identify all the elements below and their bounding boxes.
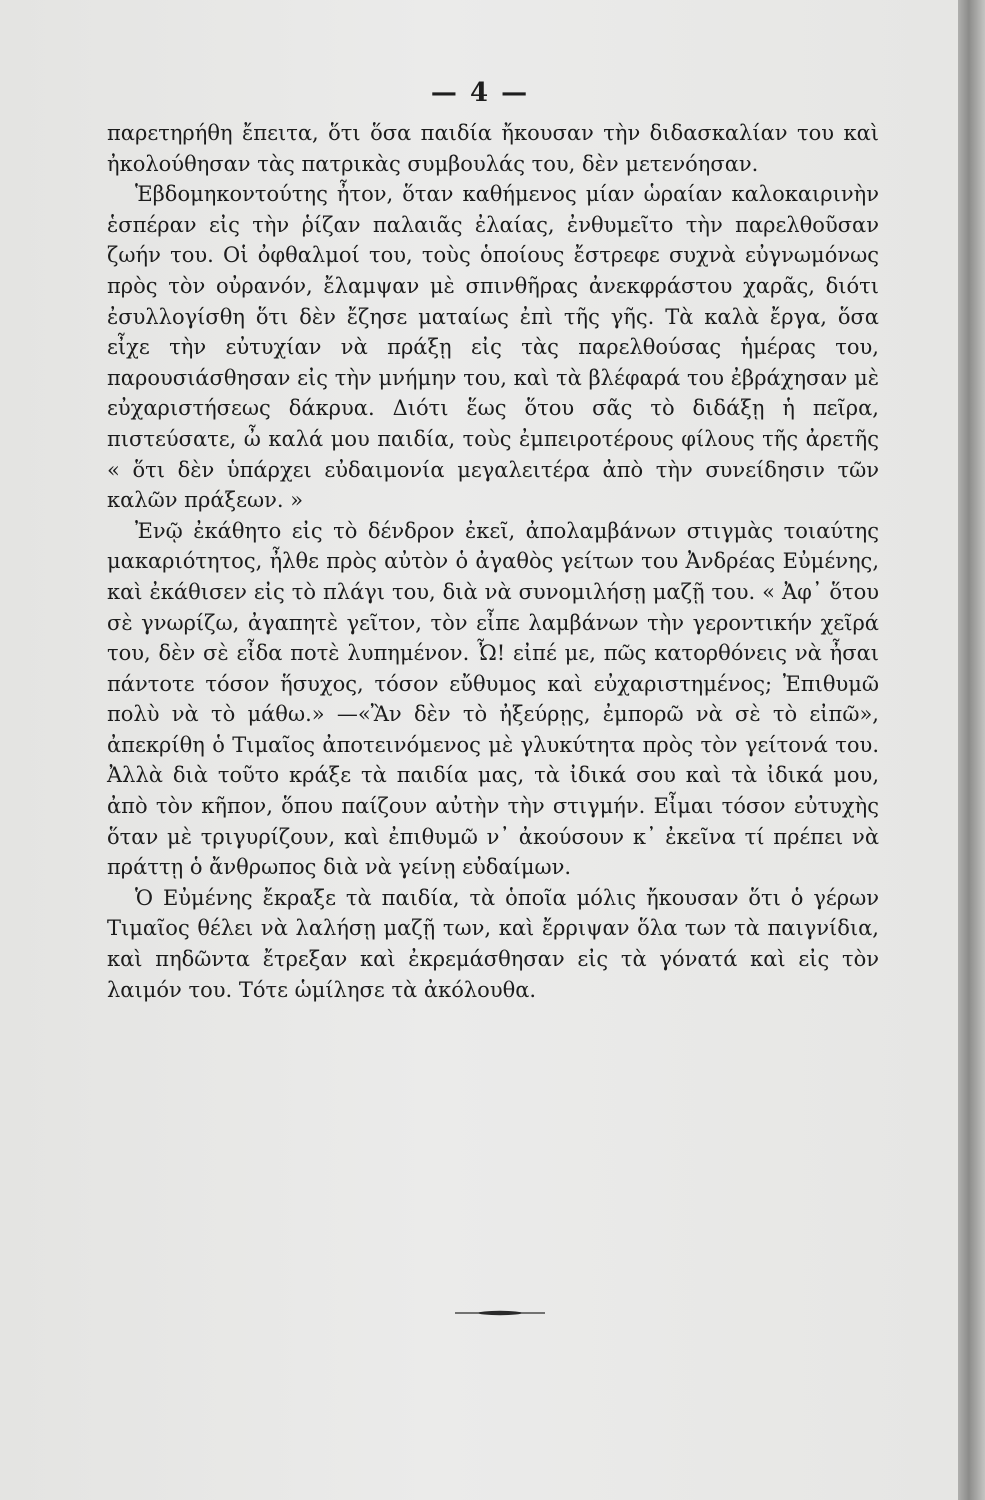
page-body [107, 118, 879, 1005]
paragraph-3: Ἐνῷ ἐκάθητο εἰς τὸ δένδρον ἐκεῖ, ἀπολαμβάνων στιγμὰς τοιαύτης μακαριότητος, ἦλθε πρὸς αὐτὸν ὁ ἀγαθὸς γείτων του Ἀνδρέας Εὐμένης, καὶ ἐκάθισεν εἰς τὸ πλάγι του, διὰ νὰ συνομιλήσῃ μαζῇ του. « Ἀφ᾿ ὅτου σὲ γνωρίζω, ἀγαπητὲ γεῖτον, τὸν εἶπε λαμβάνων τὴν γεροντικήν χεῖρά του, δὲν σὲ εἶδα ποτὲ λυπημένον. Ὦ! εἰπέ με, πῶς κατορθόνεις νὰ ἦσαι πάντοτε τόσον ἥσυχος, τόσον εὔθυμος καὶ εὐχαριστημένος; Ἐπιθυμῶ πολὺ νὰ τὸ μάθω.» —«Ἂν δὲν τὸ ἠξεύρῃς, ἐμπορῶ νὰ σὲ τὸ εἰπῶ», ἀπεκρίθη ὁ Τιμαῖος ἀποτεινόμενος μὲ γλυκύτητα πρὸς τὸν γείτονά του. Ἀλλὰ διὰ τοῦτο κράξε τὰ παιδία μας, τὰ ἰδικά σου καὶ τὰ ἰδικά μου, ἀπὸ τὸν κῆπον, ὅπου παίζουν αὐτὴν τὴν στιγμήν. Εἶμαι τόσον εὐτυχὴς ὅταν μὲ τριγυρίζουν, καὶ ἐπιθυμῶ ν᾿ ἀκούσουν κ᾿ ἐκεῖνα τί πρέπει νὰ πράττῃ ὁ ἄνθρωπος διὰ νὰ γείνῃ εὐδαίμων. [107, 518, 879, 880]
paragraph-2: Ἑβδομηκοντούτης ἦτον, ὅταν καθήμενος μίαν ὡραίαν καλοκαιρινὴν ἑσπέραν εἰς τὴν ῥίζαν παλαιᾶς ἐλαίας, ἐνθυμεῖτο τὴν παρελθοῦσαν ζωήν του. Οἱ ὀφθαλμοί του, τοὺς ὁποίους ἔστρεφε συχνὰ εὐγνωμόνως πρὸς τὸν οὐρανόν, ἔλαμψαν μὲ σπινθῆρας ἀνεκφράστου χαρᾶς, διότι ἐσυλλογίσθη ὅτι δὲν ἔζησε ματαίως ἐπὶ τῆς γῆς. Τὰ καλὰ ἔργα, ὅσα εἶχε τὴν εὐτυχίαν νὰ πράξῃ εἰς τὰς παρελθούσας ἡμέρας του, παρουσιάσθησαν εἰς τὴν μνήμην του, καὶ τὰ βλέφαρά του ἐβράχησαν μὲ εὐχαριστήσεως δάκρυα. Διότι ἕως ὅτου σᾶς τὸ διδάξῃ ἡ πεῖρα, πιστεύσατε, ὦ καλά μου παιδία, τοὺς ἐμπειροτέρους φίλους τῆς ἀρετῆς « ὅτι δὲν ὑπάρχει εὐδαιμονία μεγαλειτέρα ἀπὸ τὴν συνείδησιν τῶν καλῶν πράξεων. » [107, 182, 879, 513]
paragraph-1: παρετηρήθη ἔπειτα, ὅτι ὅσα παιδία ἤκουσαν τὴν διδασκαλίαν του καὶ ἠκολούθησαν τὰς πατρικὰς συμβουλάς του, δὲν μετενόησαν. [107, 121, 879, 176]
page-number: — 4 — [430, 78, 530, 108]
book-spine [958, 0, 985, 1500]
ornament-divider [455, 1310, 545, 1316]
paragraph-4: Ὁ Εὐμένης ἔκραξε τὰ παιδία, τὰ ὁποῖα μόλις ἤκουσαν ὅτι ὁ γέρων Τιμαῖος θέλει νὰ λαλήσῃ μαζῇ των, καὶ ἔρριψαν ὅλα των τὰ παιγνίδια, καὶ πηδῶντα ἔτρεξαν καὶ ἐκρεμάσθησαν εἰς τὰ γόνατά καὶ εἰς τὸν λαιμόν του. Τότε ὡμίλησε τὰ ἀκόλουθα. [107, 885, 879, 1002]
